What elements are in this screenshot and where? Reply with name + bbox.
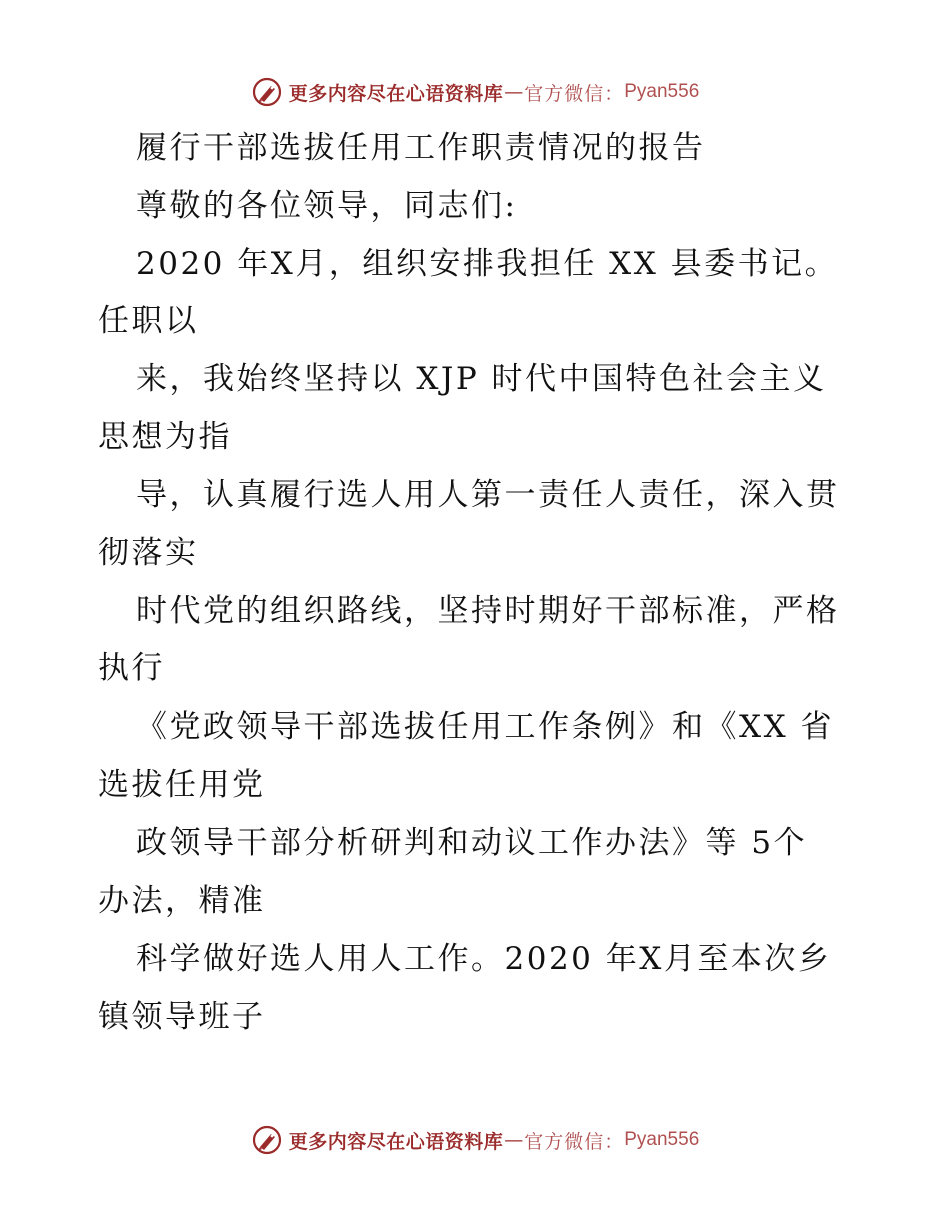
paragraph-line: 执行: [98, 650, 165, 686]
paragraph-line: 导，认真履行选人用人第一责任人责任，深入贯: [136, 477, 840, 513]
watermark-text: [289, 79, 700, 106]
paragraph-line: 时代党的组织路线，坚持时期好干部标准，严格: [136, 593, 840, 629]
pen-nib-logo-icon: [251, 76, 283, 108]
salutation: 尊敬的各位领导，同志们:: [136, 188, 518, 224]
pen-nib-logo-icon: [251, 1124, 283, 1156]
watermark-dash: —: [504, 81, 524, 103]
watermark-wechat-id: Pyan556: [624, 81, 700, 102]
footer-watermark-banner: [0, 1120, 950, 1160]
header-watermark-banner: [0, 72, 950, 112]
watermark-wechat-id: Pyan556: [624, 1129, 700, 1150]
paragraph-line: 选拔任用党: [98, 767, 266, 803]
paragraph-line: 任职以: [98, 303, 199, 339]
watermark-wechat-label: 官方微信：: [524, 82, 625, 105]
document-title: 履行干部选拔任用工作职责情况的报告: [136, 130, 706, 166]
paragraph-line: 思想为指: [98, 419, 232, 455]
paragraph-line: 来，我始终坚持以 XJP 时代中国特色社会主义: [136, 361, 827, 397]
paragraph-line: 政领导干部分析研判和动议工作办法》等 5个: [136, 825, 808, 861]
watermark-site-name: 更多内容尽在心语资料库: [288, 82, 504, 105]
paragraph-line: 《党政领导干部选拔任用工作条例》和《XX 省: [136, 709, 834, 745]
paragraph-line: 镇领导班子: [98, 999, 266, 1035]
watermark-wechat-label: 官方微信：: [524, 1130, 625, 1153]
watermark-site-name: 更多内容尽在心语资料库: [288, 1130, 504, 1153]
paragraph-line: 2020 年X月，组织安排我担任 XX 县委书记。: [136, 246, 839, 282]
watermark-dash: —: [504, 1129, 524, 1151]
watermark-text: [289, 1127, 700, 1154]
paragraph-line: 彻落实: [98, 535, 199, 571]
paragraph-line: 科学做好选人用人工作。2020 年X月至本次乡: [136, 941, 832, 977]
paragraph-line: 办法，精准: [98, 883, 266, 919]
